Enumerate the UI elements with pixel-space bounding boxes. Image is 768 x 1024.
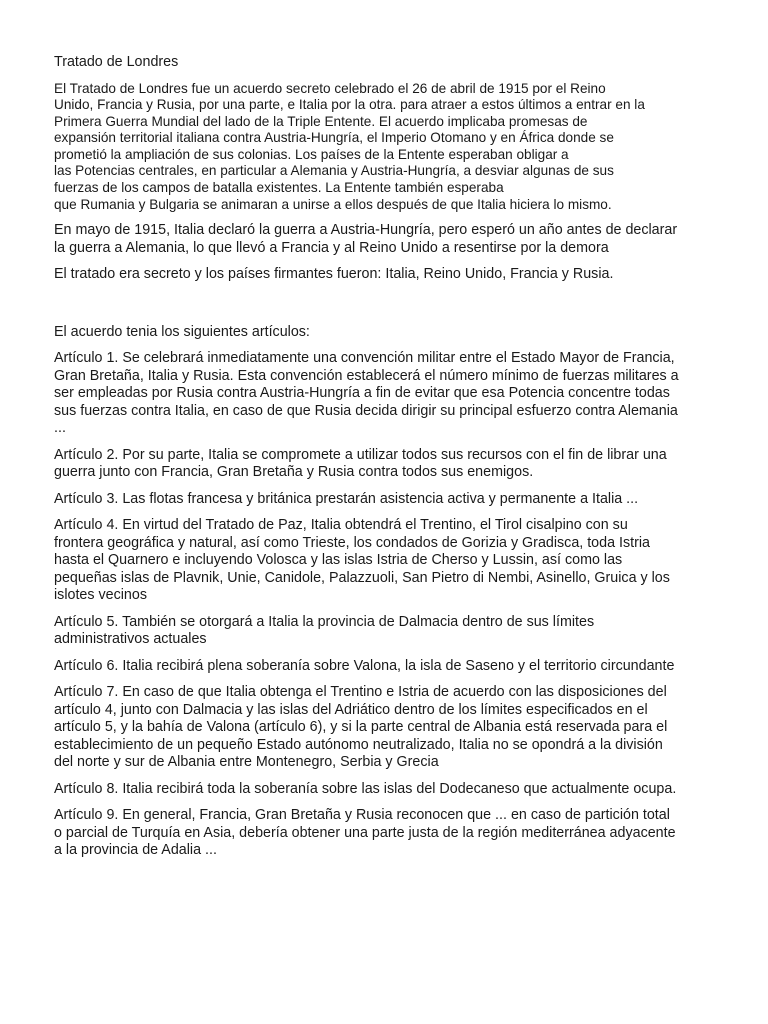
document-title: Tratado de Londres xyxy=(54,54,179,70)
article-paragraph xyxy=(54,614,716,649)
article-line: Artículo 6. Italia recibirá plena soberanía sobre Valona, la isla de Saseno y el territorio circundante xyxy=(54,657,675,674)
paragraph-1915 xyxy=(54,222,716,257)
article-line: o parcial de Turquía en Asia, debería obtener una parte justa de la región mediterránea adyacente xyxy=(54,824,676,841)
intro-line: fuerzas de los campos de batalla existentes. La Entente también esperaba xyxy=(54,180,504,196)
article-paragraph xyxy=(54,807,716,860)
article-line: Artículo 8. Italia recibirá toda la soberanía sobre las islas del Dodecaneso que actualmente ocupa. xyxy=(54,780,677,797)
article-line: pequeñas islas de Plavnik, Unie, Canidole, Palazzuoli, San Pietro di Nembi, Asinello, Gruica y los xyxy=(54,569,670,586)
article-line: ... xyxy=(54,420,66,437)
document-page xyxy=(54,54,716,869)
article-paragraph xyxy=(54,781,716,799)
intro-line: El Tratado de Londres fue un acuerdo secreto celebrado el 26 de abril de 1915 por el Reino xyxy=(54,80,606,96)
article-line: Artículo 3. Las flotas francesa y británica prestarán asistencia activa y permanente a Italia ... xyxy=(54,490,639,507)
blank-gap xyxy=(54,293,716,324)
article-line: Artículo 7. En caso de que Italia obtenga el Trentino e Istria de acuerdo con las disposiciones del xyxy=(54,684,667,701)
article-line: a la provincia de Adalia ... xyxy=(54,842,217,859)
article-line: ser empleadas por Rusia contra Austria-Hungría a fin de evitar que esa Potencia concentre todas xyxy=(54,385,670,402)
article-line: Artículo 2. Por su parte, Italia se compromete a utilizar todos sus recursos con el fin de librar una xyxy=(54,446,667,463)
article-paragraph xyxy=(54,517,716,605)
articles-intro: El acuerdo tenia los siguientes artículos: xyxy=(54,323,310,340)
intro-line: Primera Guerra Mundial del lado de la Triple Entente. El acuerdo implicaba promesas de xyxy=(54,113,588,129)
article-line: artículo 5, y la bahía de Valona (artículo 6), y si la parte central de Albania está reservada para el xyxy=(54,719,668,736)
paragraph-line: En mayo de 1915, Italia declaró la guerra a Austria-Hungría, pero esperó un año antes de declarar xyxy=(54,222,678,239)
article-paragraph xyxy=(54,684,716,772)
article-line: artículo 4, junto con Dalmacia y las islas del Adriático dentro de los límites especificados en el xyxy=(54,701,648,718)
intro-line: prometió la ampliación de sus colonias. Los países de la Entente esperaban obligar a xyxy=(54,146,569,162)
articles-list xyxy=(54,350,716,860)
intro-line: las Potencias centrales, en particular a Alemania y Austria-Hungría, a desviar algunas de sus xyxy=(54,163,614,179)
article-line: Artículo 1. Se celebrará inmediatamente una convención militar entre el Estado Mayor de Francia, xyxy=(54,350,675,367)
intro-line: que Rumania y Bulgaria se animaran a unirse a ellos después de que Italia hiciera lo mismo. xyxy=(54,196,612,212)
article-paragraph xyxy=(54,658,716,676)
article-line: sus fuerzas contra Italia, en caso de que Rusia decida dirigir su principal esfuerzo contra Alemania xyxy=(54,402,678,419)
article-line: Artículo 4. En virtud del Tratado de Paz, Italia obtendrá el Trentino, el Tirol cisalpino con su xyxy=(54,517,628,534)
article-line: establecimiento de un pequeño Estado autónomo neutralizado, Italia no se opondrá a la división xyxy=(54,736,663,753)
article-paragraph xyxy=(54,447,716,482)
paragraph-line: la guerra a Alemania, lo que llevó a Francia y al Reino Unido a resentirse por la demora xyxy=(54,239,609,256)
article-line: islotes vecinos xyxy=(54,587,147,604)
article-paragraph xyxy=(54,491,716,509)
intro-line: expansión territorial italiana contra Austria-Hungría, el Imperio Otomano y en África donde se xyxy=(54,130,614,146)
intro-paragraph xyxy=(54,81,716,214)
article-line: frontera geográfica y natural, así como Trieste, los condados de Gorizia y Gradisca, toda Istria xyxy=(54,534,650,551)
article-line: hasta el Quarnero e incluyendo Volosca y las islas Istria de Cherso y Lussin, así como las xyxy=(54,552,623,569)
article-paragraph xyxy=(54,350,716,438)
intro-line: Unido, Francia y Rusia, por una parte, e Italia por la otra. para atraer a estos últimos a entrar en la xyxy=(54,97,645,113)
paragraph-secret-treaty: El tratado era secreto y los países firmantes fueron: Italia, Reino Unido, Francia y Rusia. xyxy=(54,266,614,283)
article-line: Gran Bretaña, Italia y Rusia. Esta convención establecerá el número mínimo de fuerzas militares a xyxy=(54,367,679,384)
article-line: administrativos actuales xyxy=(54,631,207,648)
article-line: Artículo 9. En general, Francia, Gran Bretaña y Rusia reconocen que ... en caso de partición total xyxy=(54,807,670,824)
article-line: del norte y sur de Albania entre Montenegro, Serbia y Grecia xyxy=(54,754,439,771)
article-line: Artículo 5. También se otorgará a Italia la provincia de Dalmacia dentro de sus límites xyxy=(54,613,595,630)
article-line: guerra junto con Francia, Gran Bretaña y Rusia contra todos sus enemigos. xyxy=(54,464,534,481)
